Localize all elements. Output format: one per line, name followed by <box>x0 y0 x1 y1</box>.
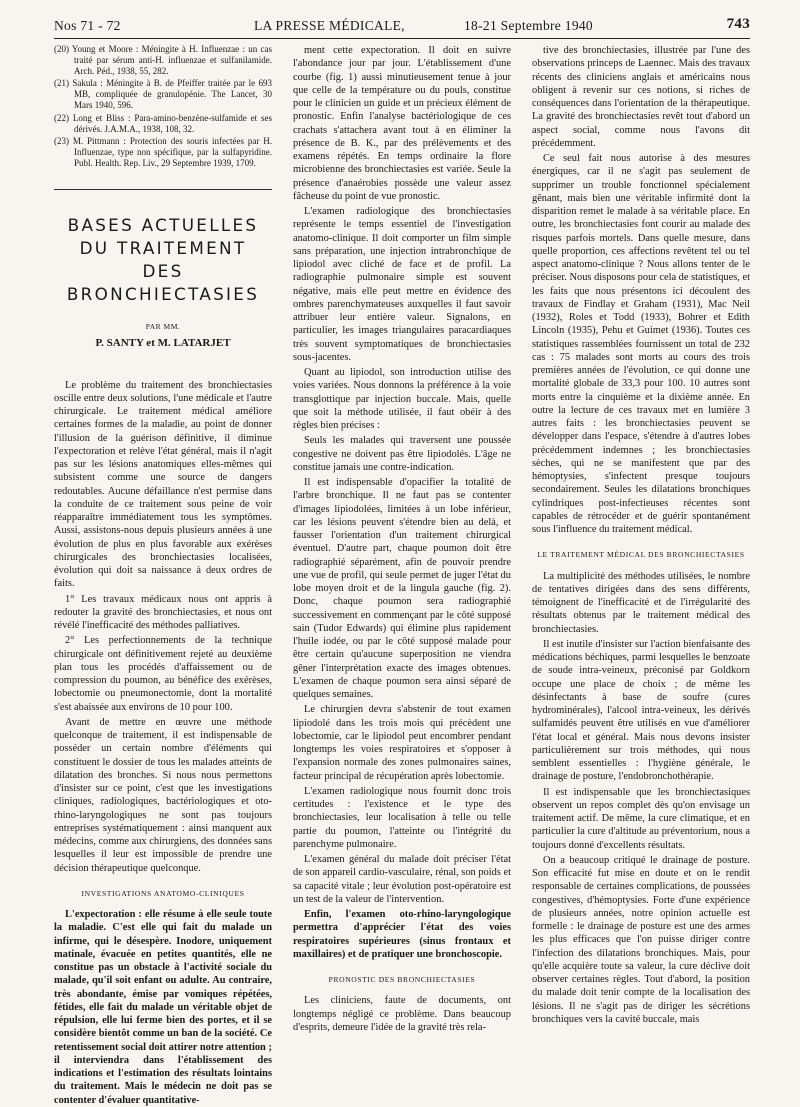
section-heading: PRONOSTIC DES BRONCHIECTASIES <box>328 975 476 984</box>
issue-date: 18-21 Septembre 1940 <box>464 18 593 33</box>
paragraph: On a beaucoup critiqué le drainage de posture. Son efficacité fut mise en doute et on le rendit responsable de certaines complications, de poussées congestives, d'hémoptysies. Forte d'une expérience de plusieurs années, notre opinion actuelle est formelle : le drainage de posture est une des armes les plus efficaces que l'on puisse diriger contre l'infection des dilatations bronchiques. Mais, pour qu'elle acquière toute sa valeur, la cure déclive doit observer certaines règles. Tout d'abord, la position du malade doit tenir compte de la localisation des lésions. Il ne s'agit pas de diriger les sécrétions bronchiques vers la cavité buccale, mais <box>532 854 750 1025</box>
reference-item: (22) Long et Bliss : Para-amino-benzène-sulfamide et ses dérivés. J.A.M.A., 1938, 108, 32. <box>54 112 272 134</box>
article-title <box>54 214 272 306</box>
paragraph: tive des bronchiectasies, illustrée par l'une des observations princeps de Laennec. Mais des travaux récents des cliniciens anglais et américains nous obligent à revenir sur ces notions, si riches de conséquences dans l'orientation de la thérapeutique. La gravité des bronchiectasies revêt tout d'abord un aspect social, comme nous l'avons dit précédemment. <box>532 45 750 149</box>
column-3 <box>532 44 750 1074</box>
reference-item: (20) Young et Moore : Méningite à H. Influenzae : un cas traité par sérum anti-H. influenzae et sulfanilamide. Arch. Péd., 1938, 55, 282. <box>54 44 272 77</box>
page-header <box>54 14 750 39</box>
paragraph: L'expectoration : elle résume à elle seule toute la maladie. C'est elle qui fait du malade un infirme, qui le désespère. Inodore, uniquement matinale, évacuée en petites quantités, elle ne constitue pas un obstacle à l'activité sociale du malade, qu'il soit enfant ou adulte. Au contraire, très abondante, émise par vomiques répétées, fétides, elle fait du malade un véritable objet de répulsion, elle lui ferme bien des portes, et il se considère bientôt comme un ban de la société. Ce retentissement social doit attirer notre attention ; il interviendra dans l'établissement des indications et l'estimation des résultats lointains du traitement. Mais le médecin ne doit pas se contenter d'évaluer quantitative- <box>54 909 272 1106</box>
article-authors: P. SANTY et M. LATARJET <box>95 337 231 350</box>
article-title-line: DU TRAITEMENT <box>79 238 247 259</box>
paragraph: L'examen général du malade doit préciser l'état de son appareil cardio-vasculaire, rénal, son poids et sa capacité vitale ; leur évolution post-opératoire est un test de la valeur de l'intervention. <box>293 854 511 905</box>
paragraph: Il est inutile d'insister sur l'action bienfaisante des médications béchiques, parmi lesquelles le benzoate de soude intra-veineux, préconisé par Goldkorn occupe une place de choix ; de même les désinfectants à base de soufre (cures hydrominérales), l'alcool intra-veineux, les dérivés sulfamidés peuvent être utilisés en vue d'améliorer l'état local et général. Mais nous devons insister particulièrement sur trois méthodes, qui nous semblent essentielles : l'hygiène générale, le drainage de posture, l'endobronchothérapie. <box>532 638 750 783</box>
references-list <box>54 44 272 169</box>
column-1 <box>54 44 272 1106</box>
paragraph: L'examen radiologique nous fournit donc trois certitudes : l'existence et le type des bronchiectasies, leur localisation à telle ou telle partie du poumon, l'atteinte ou l'intégrité du parenchyme pulmonaire. <box>293 785 511 850</box>
column-2 <box>293 44 511 1074</box>
paragraph: Enfin, l'examen oto-rhino-laryngologique permettra d'apprécier l'état des voies respiratoires supérieures (sinus frontaux et maxillaires) et de pratiquer une bronchoscopie. <box>293 909 511 960</box>
paragraph: L'examen radiologique des bronchiectasies représente le temps essentiel de l'investigation anatomo-clinique. Il doit comporter un film simple sans préparation, une injection intrabronchique de lipiodol avec cliché de face et de profil. La radiographie pulmonaire simple est souvent négative, mais elle peut mettre en évidence des ombres parenchymateuses auxquelles il faut savoir attribuer leur entière valeur. Signalons, en particulier, les images triangulaires paracardiaques très souvent symptomatiques de bronchiectasies sous-jacentes. <box>293 206 511 363</box>
paragraph: Avant de mettre en œuvre une méthode quelconque de traitement, il est indispensable de posséder un certain nombre d'éléments qui constituent le dossier de tous les malades atteints de dilatation des bronches. Si nous nous permettons d'insister sur ce point, c'est que les investigations cliniques, radiologiques, bactériologiques et oto-rhino-laryngologiques ne sont pas toujours entreprises systématiquement : ainsi manquent aux médecins, comme aux chirurgiens, des données sans lesquelles il leur est impossible de prendre une décision thérapeutique quelconque. <box>54 716 272 874</box>
article-separator <box>54 189 272 190</box>
page-number: 743 <box>726 16 750 32</box>
paragraph: Quant au lipiodol, son introduction utilise des voies variées. Nous donnons la préférence à la voie transglottique par injection buccale. Mais, quelle que soit la méthode utilisée, il faut obéir à des règles bien précises : <box>293 367 511 431</box>
paragraph: 1° Les travaux médicaux nous ont appris à redouter la gravité des bronchiectasies, et nous ont révélé l'inefficacité des méthodes palliatives. <box>54 593 272 632</box>
paragraph: Il est indispensable d'opacifier la totalité de l'arbre bronchique. Il ne faut pas se contenter d'images lipiodolées, limitées à un lobe inférieur, car les lésions peuvent s'étendre bien au delà, et fausser l'orientation d'un traitement chirurgical éventuel. D'autre part, chaque poumon doit être radiographié séparément, afin de pouvoir prendre une vue de profil, qui seule permet de juger l'état du lobe moyen droit et de la lingula gauche (fig. 2). Donc, chaque poumon sera radiographié successivement en commençant par le côté supposé sain (Tudor Edwards) qui élimine plus rapidement l'huile iodée, ou par le côté supposé malade pour être certain qu'aucune superposition ne viendra gêner l'interprétation exacte des images obtenues. L'examen de chaque poumon sera ainsi séparé de quelques semaines. <box>293 477 511 700</box>
paragraph: Le problème du traitement des bronchiectasies oscille entre deux solutions, l'une médicale et l'autre chirurgicale. Le traitement médical améliore certaines formes de la maladie, au point de donner l'illusion de la guérison définitive, il diminue l'expectoration et relève l'état général, mais il n'agit pas sur les lésions anatomiques elles-mêmes qui subsistent comme une source de dangers redoutables. Aucune défaillance n'est permise dans la conduite de ce traitement sous peine de voir réapparaître immédiatement tous les symptômes. Aussi, assistons-nous depuis plusieurs années à une évolution de plus en plus favorable aux exérèses chirurgicales des bronchiectasies localisées, évolution qui doit sa naissance à deux ordres de faits. <box>54 379 272 590</box>
paragraph: La multiplicité des méthodes utilisées, le nombre de tentatives dirigées dans des sens différents, témoignent de l'inefficacité et de l'irrégularité des résultats obtenus par le traitement médical des bronchiectasies. <box>532 570 750 635</box>
journal-title: LA PRESSE MÉDICALE, <box>254 18 405 33</box>
article-title-line: DES BRONCHIECTASIES <box>66 261 260 305</box>
paragraph: ment cette expectoration. Il doit en suivre l'abondance jour par jour. L'établissement d'une courbe (fig. 1) aussi minutieusement tenue à jour que celle de la température ou du pouls, constitue pour le clinicien un guide et un précieux élément de pronostic. Enfin l'analyse bactériologique de ces crachats s'attachera avant tout à en éliminer la présence de B. K., par des prélèvements et des examens répétés. En temps ordinaire la flore microbienne des bronchiectasies est variée. Seule la présence d'anaérobies possède une valeur assez fâcheuse du point de vue pronostic. <box>293 45 511 202</box>
section-heading: LE TRAITEMENT MÉDICAL DES BRONCHIECTASIES <box>537 550 745 560</box>
paragraph: Le chirurgien devra s'abstenir de tout examen lipiodolé dans les trois mois qui précèdent une lobectomie, car le lipiodol peut encombrer pendant longtemps les voies respiratoires et s'opposer à l'expansion normale des zones pulmonaires saines, facteur principal de récupération après lobectomie. <box>293 704 511 782</box>
reference-item: (21) Sakula : Méningite à B. de Pfeiffer traitée par le 693 MB, compliquée de granulopénie. The Lancet, 30 Mars 1940, 596. <box>54 78 272 111</box>
paragraph: 2° Les perfectionnements de la technique chirurgicale ont définitivement rejeté au deuxième plan tous les procédés d'affaissement ou de compression du poumon, au bénéfice des exérèses, lobectomie ou pneumonectomie, dont la mortalité s'est abaissée aux environs de 10 pour 100. <box>54 635 272 713</box>
byline-prefix: PAR MM. <box>145 322 181 332</box>
article-columns <box>54 44 750 1106</box>
issue-number: Nos 71 - 72 <box>54 18 121 33</box>
article-title-line: BASES ACTUELLES <box>67 215 259 236</box>
reference-item: (23) M. Pittmann : Protection des souris infectées par H. Influenzae, type non spécifique, par la sulfapyridine. Publ. Health. Rep. Liv., 29 Septembre 1939, 1709. <box>54 135 272 168</box>
newspaper-page <box>54 14 750 1106</box>
paragraph: Ce seul fait nous autorise à des mesures énergiques, car il ne s'agit pas seulement de supprimer un trouble fonctionnel spécialement gênant, mais bien une véritable infirmité dont la disparition remet le malade à sa véritable place. En outre, les bronchiectasies font courir au malade des risques parfois mortels. Dans quelle mesure, dans quelle proportion, ces affections revêtent tel ou tel aspect anatomo-clinique ? Nous allons tenter de le préciser. Nous disposons pour cela de statistiques, et les faits que nous présentons ici découlent des travaux de Findlay et Graham (1931), Mac Neil (1932), Roles et Todd (1933), Bohrer et Edith Lincoln (1935), Pehu et Guimet (1936). Toutes ces statistiques rassemblées fournissent un total de 232 cas : 75 malades sont morts au cours des trois premières années de l'évolution, ce qui donne une mortalité globale de 33,3 pour 100. 10 autres sont morts entre la cinquième et la dixième année. En outre la lecture de ces travaux met en lumière 3 autres faits : les bronchiectasies peuvent se développer dans l'espace, s'étendre à d'autres lobes précédemment indemnes ; les bronchiectasies sèches, qui ne se manifestent que par des hémoptysies, s'infectent presque toujours secondairement. Seules les dilatations bronchiques cylindriques post-infectieuses récentes sont capables de rétrocéder et de guérir spontanément sous l'influence du traitement médical. <box>532 153 750 535</box>
paragraph: Il est indispensable que les bronchiectasiques observent un repos complet dès qu'on envisage un traitement actif. De même, la cure climatique, et en particulier la cure d'altitude au préventorium, nous a toujours donné d'excellents résultats. <box>532 786 750 851</box>
paragraph: Les cliniciens, faute de documents, ont longtemps négligé ce problème. Dans beaucoup d'esprits, demeure l'idée de la gravité très rela- <box>293 995 511 1033</box>
section-heading: INVESTIGATIONS ANATOMO-CLINIQUES <box>81 888 245 898</box>
paragraph: Seuls les malades qui traversent une poussée congestive ne doivent pas être lipiodolés. L'âge ne constitue jamais une contre-indication. <box>293 435 511 473</box>
